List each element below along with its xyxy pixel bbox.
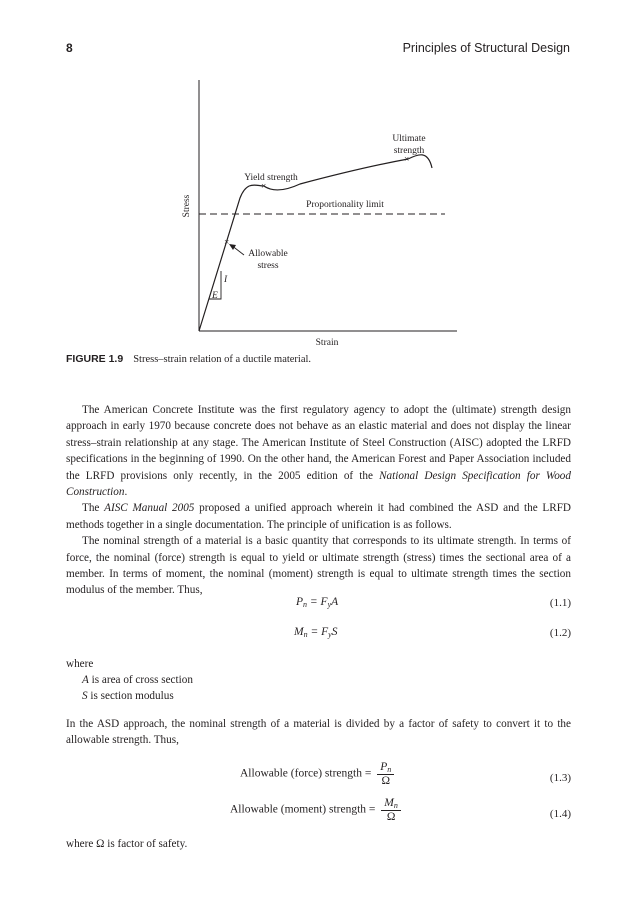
caption-label: FIGURE 1.9 — [66, 353, 124, 365]
yield-marker: × — [261, 182, 267, 192]
label-allowable-2: stress — [257, 261, 279, 271]
figure-caption — [66, 353, 311, 365]
paragraph-4: In the ASD approach, the nominal strength of a material is divided by a factor of safety to convert it to the allowable strength. Thus, — [66, 718, 571, 747]
paragraph-4-block — [66, 716, 571, 749]
paragraph-2: The AISC Manual 2005 proposed a unified approach wherein it had combined the ASD and the LRFD methods together in a single documentation. The principle of unification is as follows. — [66, 502, 571, 531]
equation-number-1-4: (1.4) — [549, 808, 571, 820]
allowable-marker: × — [224, 238, 230, 248]
label-allowable-1: Allowable — [248, 249, 288, 259]
equation-number-1-2: (1.2) — [549, 627, 571, 639]
where-label: where — [66, 658, 94, 670]
label-yield: Yield strength — [244, 173, 298, 183]
y-axis-label: Stress — [182, 194, 192, 218]
where-s: S is section modulus — [82, 690, 174, 702]
stress-strain-curve — [199, 155, 432, 331]
page-number: 8 — [66, 41, 73, 55]
where-block — [66, 656, 571, 704]
label-ultimate-2: strength — [393, 146, 425, 156]
label-slope-run: E — [212, 291, 218, 301]
equation-number-1-3: (1.3) — [549, 772, 571, 784]
equation-number-1-1: (1.1) — [549, 597, 571, 609]
allowable-arrowhead — [229, 244, 236, 250]
x-axis-label: Strain — [315, 338, 339, 348]
equation-1-1: $P_n = F_yA$ — [296, 596, 339, 609]
equation-1-2: $M_n = F_yS$ — [294, 626, 338, 639]
ultimate-marker: × — [404, 155, 410, 165]
equation-1-3: Allowable (force) strength = $\frac{P_n}{\Omega}$ — [240, 761, 394, 787]
label-proportionality: Proportionality limit — [306, 200, 384, 210]
caption-text: Stress–strain relation of a ductile material. — [133, 354, 312, 365]
label-slope-rise: I — [224, 275, 228, 285]
body-text — [66, 402, 571, 599]
paragraph-1: The American Concrete Institute was the first regulatory agency to adopt the (ultimate) strength design approach in early 1970 because concrete does not behave as an elastic material and does not display the linear stress–strain relationship at any stage. The American Institute of Steel Construction (AISC) adopted the LRFD specifications in the beginning of 1990. On the other hand, the American Forest and Paper Association included the LRFD provisions only recently, in the 2005 edition of the National Design Specification for Wood Construction. — [66, 404, 571, 499]
where-a: A is area of cross section — [82, 674, 193, 686]
stress-strain-figure — [0, 0, 638, 360]
final-line: where Ω is factor of safety. — [66, 838, 188, 850]
equation-1-4: Allowable (moment) strength = $\frac{M_n}{\Omega}$ — [230, 797, 401, 823]
paragraph-3: The nominal strength of a material is a basic quantity that corresponds to its ultimate strength. In terms of force, the nominal (force) strength is equal to yield or ultimate strength (stress) times the sectional area of a member. In terms of moment, the nominal (moment) strength is equal to ultimate strength times the section modulus of the member. Thus, — [66, 535, 571, 597]
final-block — [66, 836, 571, 852]
running-title: Principles of Structural Design — [402, 41, 570, 55]
label-ultimate-1: Ultimate — [392, 134, 426, 144]
